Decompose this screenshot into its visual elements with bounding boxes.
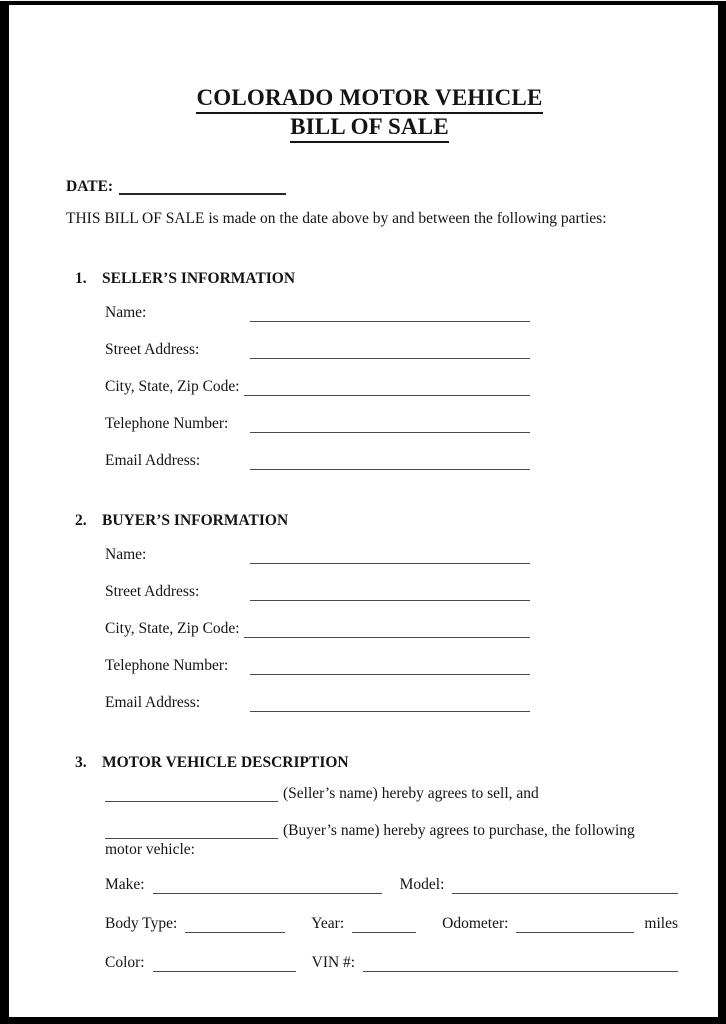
intro-text: THIS BILL OF SALE is made on the date above by and between the following parties: xyxy=(66,210,607,227)
document-title xyxy=(57,85,682,143)
buyer-name-row xyxy=(105,527,530,564)
document-content xyxy=(9,85,718,972)
seller-street-address-blank-line xyxy=(250,358,530,359)
section-1-title: SELLER’S INFORMATION xyxy=(102,270,296,287)
color-blank-line xyxy=(153,971,296,972)
seller-name-label: Name: xyxy=(105,304,147,321)
make-model-row xyxy=(105,855,678,894)
seller-city-state-zip-label: City, State, Zip Code: xyxy=(105,378,240,395)
make-blank-line xyxy=(153,893,382,894)
seller-city-state-zip-row xyxy=(105,359,530,396)
buyer-name-label: Name: xyxy=(105,546,147,563)
buyer-email-blank-line xyxy=(250,711,530,712)
seller-name-blank-line xyxy=(250,321,530,322)
buyer-city-state-zip-blank-line xyxy=(244,637,530,638)
title-line-2-wrap xyxy=(57,114,682,143)
make-label: Make: xyxy=(105,876,145,893)
seller-street-address-row xyxy=(105,322,530,359)
buyer-name-clause-blank-line xyxy=(105,826,278,839)
buyer-city-state-zip-label: City, State, Zip Code: xyxy=(105,620,240,637)
seller-agrees-clause xyxy=(105,784,682,803)
buyer-agrees-clause xyxy=(105,821,682,859)
vehicle-details xyxy=(57,855,682,972)
color-vin-row xyxy=(105,933,678,972)
year-blank-line xyxy=(352,932,416,933)
odometer-blank-line xyxy=(516,932,634,933)
buyer-agrees-text: (Buyer’s name) hereby agrees to purchase, the following xyxy=(283,822,635,839)
section-sellers-information xyxy=(57,269,682,470)
title-line-2: BILL OF SALE xyxy=(290,114,449,143)
title-line-1-wrap xyxy=(57,85,682,114)
seller-name-clause-blank-line xyxy=(105,789,278,802)
buyer-email-label: Email Address: xyxy=(105,694,201,711)
section-3-heading xyxy=(75,753,682,772)
section-1-number: 1. xyxy=(75,270,87,287)
section-buyers-information xyxy=(57,511,682,712)
body-type-label: Body Type: xyxy=(105,915,178,932)
document-page xyxy=(9,5,718,1017)
model-blank-line xyxy=(452,893,678,894)
date-label: DATE: xyxy=(66,178,114,195)
buyer-agrees-text-continued: motor vehicle: xyxy=(105,841,195,858)
odometer-label: Odometer: xyxy=(442,915,509,932)
buyer-street-address-row xyxy=(105,564,530,601)
buyer-street-address-blank-line xyxy=(250,600,530,601)
vin-blank-line xyxy=(363,971,678,972)
year-label: Year: xyxy=(311,915,345,932)
date-blank-line xyxy=(119,181,286,195)
seller-email-row xyxy=(105,433,530,470)
section-2-fields xyxy=(105,527,530,712)
seller-telephone-blank-line xyxy=(250,432,530,433)
section-2-number: 2. xyxy=(75,512,87,529)
section-3-body xyxy=(105,784,682,859)
seller-street-address-label: Street Address: xyxy=(105,341,200,358)
section-3-number: 3. xyxy=(75,754,87,771)
seller-agrees-text: (Seller’s name) hereby agrees to sell, and xyxy=(283,785,539,802)
seller-email-blank-line xyxy=(250,469,530,470)
buyer-telephone-row xyxy=(105,638,530,675)
buyer-telephone-blank-line xyxy=(250,674,530,675)
date-row xyxy=(66,177,682,196)
seller-email-label: Email Address: xyxy=(105,452,201,469)
miles-suffix-label: miles xyxy=(644,915,678,932)
buyer-city-state-zip-row xyxy=(105,601,530,638)
body-type-blank-line xyxy=(185,932,285,933)
section-2-title: BUYER’S INFORMATION xyxy=(102,512,289,529)
model-label: Model: xyxy=(399,876,445,893)
section-3-title: MOTOR VEHICLE DESCRIPTION xyxy=(102,754,349,771)
seller-telephone-label: Telephone Number: xyxy=(105,415,229,432)
section-1-fields xyxy=(105,285,530,470)
vin-label: VIN #: xyxy=(311,954,356,971)
buyer-name-blank-line xyxy=(250,563,530,564)
color-label: Color: xyxy=(105,954,145,971)
buyer-email-row xyxy=(105,675,530,712)
seller-name-row xyxy=(105,285,530,322)
buyer-street-address-label: Street Address: xyxy=(105,583,200,600)
seller-telephone-row xyxy=(105,396,530,433)
buyer-telephone-label: Telephone Number: xyxy=(105,657,229,674)
section-motor-vehicle-description xyxy=(57,753,682,972)
seller-city-state-zip-blank-line xyxy=(244,395,530,396)
body-year-odometer-row xyxy=(105,894,678,933)
title-line-1: COLORADO MOTOR VEHICLE xyxy=(196,85,542,114)
